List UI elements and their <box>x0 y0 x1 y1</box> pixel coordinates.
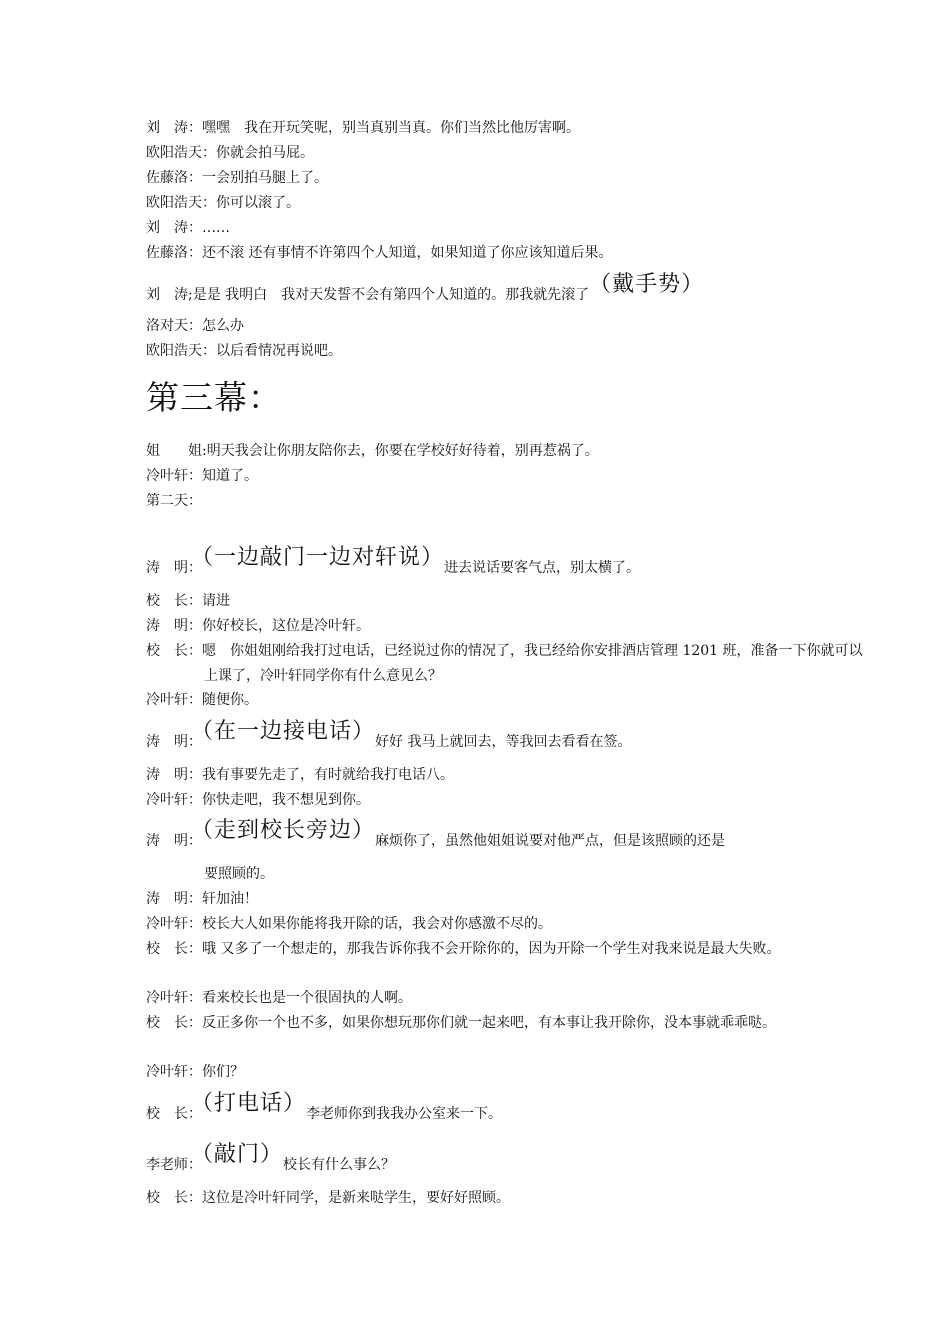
line-text: 明天我会让你朋友陪你去，你要在学校好好待着，别再惹祸了。 <box>206 443 599 459</box>
line-text: 李老师你到我我办公室来一下。 <box>306 1106 503 1122</box>
dialog-line <box>146 341 816 361</box>
speaker: 冷叶轩： <box>146 792 202 808</box>
line-text: 嘿嘿 我在开玩笑呢，别当真别当真。你们当然比他厉害啊。 <box>202 120 580 136</box>
line-text: 哦 又多了一个想走的，那我告诉你我不会开除你的，因为开除一个学生对我来说是最大失败。 <box>202 941 781 957</box>
speaker: 冷叶轩： <box>146 1064 202 1080</box>
speaker: 欧阳浩天： <box>146 145 216 161</box>
line-text: 进去说话要客气点，别太横了。 <box>444 560 641 576</box>
line-text: 嗯 你姐姐刚给我打过电话，已经说过你的情况了，我已经给你安排酒店管理 1201 班，准备一下你就可以上课了，冷叶轩同学你有什么意见么？ <box>202 643 863 684</box>
dialog-line <box>146 790 816 810</box>
speaker: 欧阳浩天： <box>146 195 216 211</box>
speaker: 刘 涛; <box>146 287 193 303</box>
speaker: 校 长： <box>146 593 202 609</box>
line-text: 你好校长，这位是冷叶轩。 <box>202 618 370 634</box>
dialog-line <box>146 889 816 909</box>
dialog-line <box>146 218 816 238</box>
stage-direction: （走到校长旁边） <box>202 818 376 843</box>
dialog-line-with-stage <box>146 818 816 851</box>
speaker: 涛 明： <box>146 618 202 634</box>
line-text: 随便你。 <box>202 692 258 708</box>
speaker: 刘 涛： <box>146 220 202 236</box>
stage-direction: （敲门） <box>202 1142 284 1167</box>
dialog-line <box>146 1062 816 1082</box>
speaker: 涛 明： <box>146 833 202 849</box>
dialog-line-with-stage <box>146 272 816 305</box>
dialog-line <box>146 316 816 336</box>
line-text: 怎么办 <box>202 318 244 334</box>
speaker: 洛对天： <box>146 318 202 334</box>
dialog-line-multiline <box>146 639 874 689</box>
line-text: 你可以滚了。 <box>216 195 300 211</box>
speaker: 姐 姐: <box>146 443 207 459</box>
speaker: 欧阳浩天： <box>146 343 216 359</box>
act-title: 第三幕： <box>146 378 282 417</box>
line-text: …… <box>202 220 230 236</box>
line-text: 一会别拍马腿上了。 <box>202 170 328 186</box>
line-text: 好好 我马上就回去，等我回去看看在签。 <box>375 734 632 750</box>
line-text: 轩加油！ <box>202 891 258 907</box>
stage-direction: （打电话） <box>202 1091 307 1116</box>
line-text: 还不滚 还有事情不许第四个人知道，如果知道了你应该知道后果。 <box>202 245 613 261</box>
line-text: 请进 <box>202 593 230 609</box>
dialog-line <box>146 591 816 611</box>
speaker: 校 长： <box>146 1015 202 1031</box>
line-text: 我有事要先走了，有时就给我打电话八。 <box>202 767 454 783</box>
line-text: 是是 我明白 我对天发誓不会有第四个人知道的。那我就先滚了 <box>192 287 590 303</box>
line-text: 你们？ <box>202 1064 244 1080</box>
speaker: 校 长： <box>146 941 202 957</box>
dialog-line <box>146 1188 816 1208</box>
dialog-line <box>146 690 816 710</box>
dialog-continuation: 要照顾的。 <box>204 866 274 882</box>
stage-direction: （在一边接电话） <box>202 719 376 744</box>
speaker: 涛 明： <box>146 891 202 907</box>
scene-note <box>146 491 816 511</box>
dialog-line <box>146 914 816 934</box>
speaker: 涛 明： <box>146 734 202 750</box>
dialog-line <box>146 243 816 263</box>
speaker: 冷叶轩： <box>146 468 202 484</box>
speaker: 李老师： <box>146 1157 202 1173</box>
dialog-line-with-stage <box>146 719 816 752</box>
dialog-line-with-stage <box>146 1091 816 1124</box>
line-text: 这位是冷叶轩同学，是新来哒学生，要好好照顾。 <box>202 1190 510 1206</box>
speaker: 冷叶轩： <box>146 916 202 932</box>
dialog-line-with-stage <box>146 545 816 578</box>
speaker: 校 长： <box>146 1190 202 1206</box>
dialog-line <box>146 441 816 461</box>
speaker: 刘 涛： <box>146 120 202 136</box>
speaker: 涛 明： <box>146 560 202 576</box>
dialog-line <box>146 118 816 138</box>
speaker: 第二天： <box>146 493 202 509</box>
line-text: 看来校长也是一个很固执的人啊。 <box>202 990 412 1006</box>
line-text: 知道了。 <box>202 468 258 484</box>
dialog-line <box>146 988 816 1008</box>
speaker: 冷叶轩： <box>146 990 202 1006</box>
speaker: 校 长： <box>146 643 202 659</box>
dialog-line <box>146 143 816 163</box>
stage-direction: （一边敲门一边对轩说） <box>202 545 445 570</box>
dialog-line-multiline <box>146 1011 874 1036</box>
line-text: 你就会拍马屁。 <box>216 145 314 161</box>
line-text: 反正多你一个也不多，如果你想玩那你们就一起来吧，有本事让我开除你，没本事就乖乖哒。 <box>202 1015 776 1031</box>
dialog-line <box>146 168 816 188</box>
line-text: 校长大人如果你能将我开除的话，我会对你感激不尽的。 <box>202 916 552 932</box>
dialog-line-multiline <box>146 937 874 962</box>
dialog-line <box>146 616 816 636</box>
dialog-line-with-stage <box>146 1142 816 1175</box>
speaker: 佐藤洛： <box>146 170 202 186</box>
dialog-line <box>146 765 816 785</box>
dialog-line <box>146 193 816 213</box>
speaker: 冷叶轩： <box>146 692 202 708</box>
line-text: 校长有什么事么？ <box>283 1157 396 1173</box>
speaker: 佐藤洛： <box>146 245 202 261</box>
line-text: 麻烦你了，虽然他姐姐说要对他严点，但是该照顾的还是 <box>375 833 726 849</box>
speaker: 涛 明： <box>146 767 202 783</box>
line-text: 以后看情况再说吧。 <box>216 343 342 359</box>
line-text: 你快走吧，我不想见到你。 <box>202 792 370 808</box>
speaker: 校 长： <box>146 1106 202 1122</box>
stage-direction: （戴手势） <box>589 272 705 297</box>
dialog-line <box>146 466 816 486</box>
